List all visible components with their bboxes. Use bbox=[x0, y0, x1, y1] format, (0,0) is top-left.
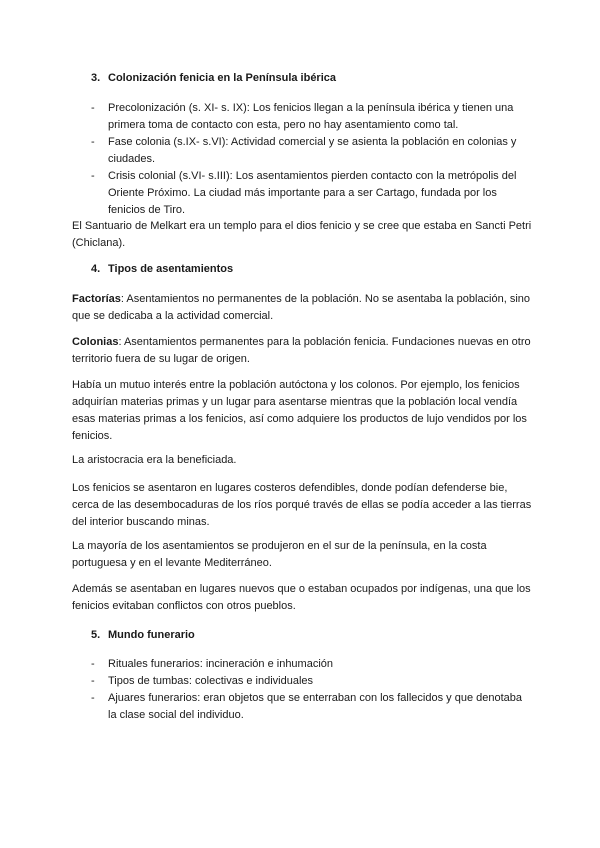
list-item-text: Fase colonia (s.IX- s.VI): Actividad comercial y se asienta la población en colonias y ciudades. bbox=[108, 136, 517, 165]
section-heading-4 bbox=[91, 261, 233, 278]
body-paragraph: Además se asentaban en lugares nuevos que o estaban ocupados por indígenas, una que los fenicios evitaban conflictos con otros pueblos. bbox=[72, 583, 531, 612]
factorias-term: Factorías bbox=[72, 293, 121, 305]
body-paragraph: Los fenicios se asentaron en lugares costeros defendibles, donde podían defenderse bie, cerca de las desembocaduras de los ríos porqué través de ellas se podía acceder a las tierras del interior buscando minas. bbox=[72, 482, 532, 528]
bullet-dash: - bbox=[91, 170, 95, 182]
section-heading-5 bbox=[91, 627, 195, 644]
list-item bbox=[91, 100, 531, 134]
list-item-text: Ajuares funerarios: eran objetos que se enterraban con los fallecidos y que denotaba la clase social del individuo. bbox=[108, 692, 522, 721]
body-paragraph: La aristocracia era la beneficiada. bbox=[72, 454, 237, 466]
melkart-paragraph: El Santuario de Melkart era un templo para el dios fenicio y se cree que estaba en Sancti Petri (Chiclana). bbox=[72, 220, 532, 249]
list-item bbox=[91, 168, 531, 219]
bullet-dash: - bbox=[91, 658, 95, 670]
colonias-definition: : Asentamientos permanentes para la población fenicia. Fundaciones nuevas en otro territorio fuera de su lugar de origen. bbox=[72, 336, 531, 365]
bullet-dash: - bbox=[91, 102, 95, 114]
list-item bbox=[91, 673, 531, 690]
body-paragraph: La mayoría de los asentamientos se produjeron en el sur de la península, en la costa portuguesa y en el levante Mediterráneo. bbox=[72, 540, 487, 569]
bullet-dash: - bbox=[91, 136, 95, 148]
bullet-dash: - bbox=[91, 692, 95, 704]
section-number: 3. bbox=[91, 72, 101, 84]
section-number: 4. bbox=[91, 263, 101, 275]
colonias-term: Colonias bbox=[72, 336, 119, 348]
list-item-text: Rituales funerarios: incineración e inhumación bbox=[108, 658, 334, 670]
list-item bbox=[91, 690, 531, 724]
list-item-text: Precolonización (s. XI- s. IX): Los fenicios llegan a la península ibérica y tienen una primera toma de contacto con esta, pero no hay asentamiento como tal. bbox=[108, 102, 514, 131]
bullet-dash: - bbox=[91, 675, 95, 687]
list-item-text: Crisis colonial (s.VI- s.III): Los asentamientos pierden contacto con la metrópolis del Oriente Próximo. La ciudad más importante para a ser Cartago, fundada por los fenicios de Tiro. bbox=[108, 170, 517, 216]
section-title: Colonización fenicia en la Península ibérica bbox=[108, 72, 337, 84]
factorias-paragraph bbox=[72, 291, 534, 325]
factorias-definition: : Asentamientos no permanentes de la población. No se asentaba la población, sino que se dedicaba a la actividad comercial. bbox=[72, 293, 531, 322]
colonization-phases-list bbox=[91, 100, 531, 219]
funerary-list bbox=[91, 656, 531, 724]
colonias-paragraph bbox=[72, 334, 534, 368]
section-title: Tipos de asentamientos bbox=[108, 263, 234, 275]
list-item-text: Tipos de tumbas: colectivas e individuales bbox=[108, 675, 314, 687]
body-paragraph: Había un mutuo interés entre la población autóctona y los colonos. Por ejemplo, los fenicios adquirían materias primas y un lugar para asentarse mientras que la población local vendía esas materias primas a los fenicios, así como adquiere los productos de lujo vendidos por los fenicios. bbox=[72, 379, 527, 442]
section-title: Mundo funerario bbox=[108, 629, 195, 641]
list-item bbox=[91, 656, 531, 673]
section-heading-3 bbox=[91, 70, 336, 87]
list-item bbox=[91, 134, 531, 168]
section-number: 5. bbox=[91, 629, 101, 641]
